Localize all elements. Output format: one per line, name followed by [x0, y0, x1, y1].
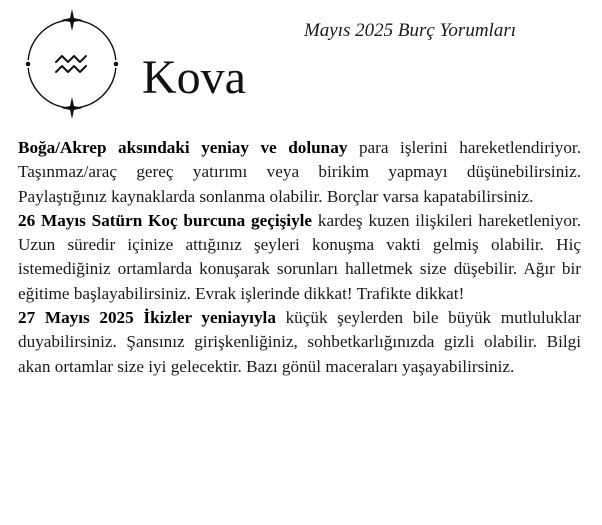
sign-title: Kova	[142, 51, 246, 104]
paragraph-1-text: para işlerini hareketlendiriyor. Taşınmaz/araç gereç yatırımı veya birikim yapmayı düşünebilirsiniz. Paylaştığınız kaynaklarda sonlanma olabilir. Borçlar varsa kapatabilirsiniz.	[18, 138, 581, 206]
horoscope-body	[18, 136, 581, 379]
paragraph-2-lead: 26 Mayıs Satürn Koç burcuna geçişiyle	[18, 210, 313, 230]
paragraph-1	[18, 136, 581, 209]
zodiac-emblem	[14, 6, 130, 122]
paragraph-3-text: küçük şeylerden bile büyük mutluluklar duyabilirsiniz. Şansınız girişkenliğiniz, sohbetkarlığınızda gizli olabilir. Bilgi akan ortamlar size iyi gelecektir. Bazı gönül maceraları yaşayabilirsiniz.	[18, 308, 581, 376]
aquarius-symbol-icon	[14, 6, 130, 122]
issue-title: Mayıs 2025 Burç Yorumları	[303, 20, 516, 41]
paragraph-1-lead: Boğa/Akrep aksındaki yeniay ve dolunay	[18, 138, 348, 157]
paragraph-3	[18, 306, 581, 379]
paragraph-2-text: kardeş kuzen ilişkileri hareketleniyor. Uzun süredir içinize attığınız şeyleri konuşma vakti gelmiş olabilir. Hiç istemediğiniz ortamlarda konuşarak sorunları halletmek size düşebilir. Ağır bir eğitime başlayabilirsiniz. Evrak işlerinde dikkat! Trafikte dikkat!	[18, 210, 581, 303]
paragraph-3-lead: 27 Mayıs 2025 İkizler yeniayıyla	[18, 308, 276, 328]
paragraph-2	[18, 209, 581, 306]
